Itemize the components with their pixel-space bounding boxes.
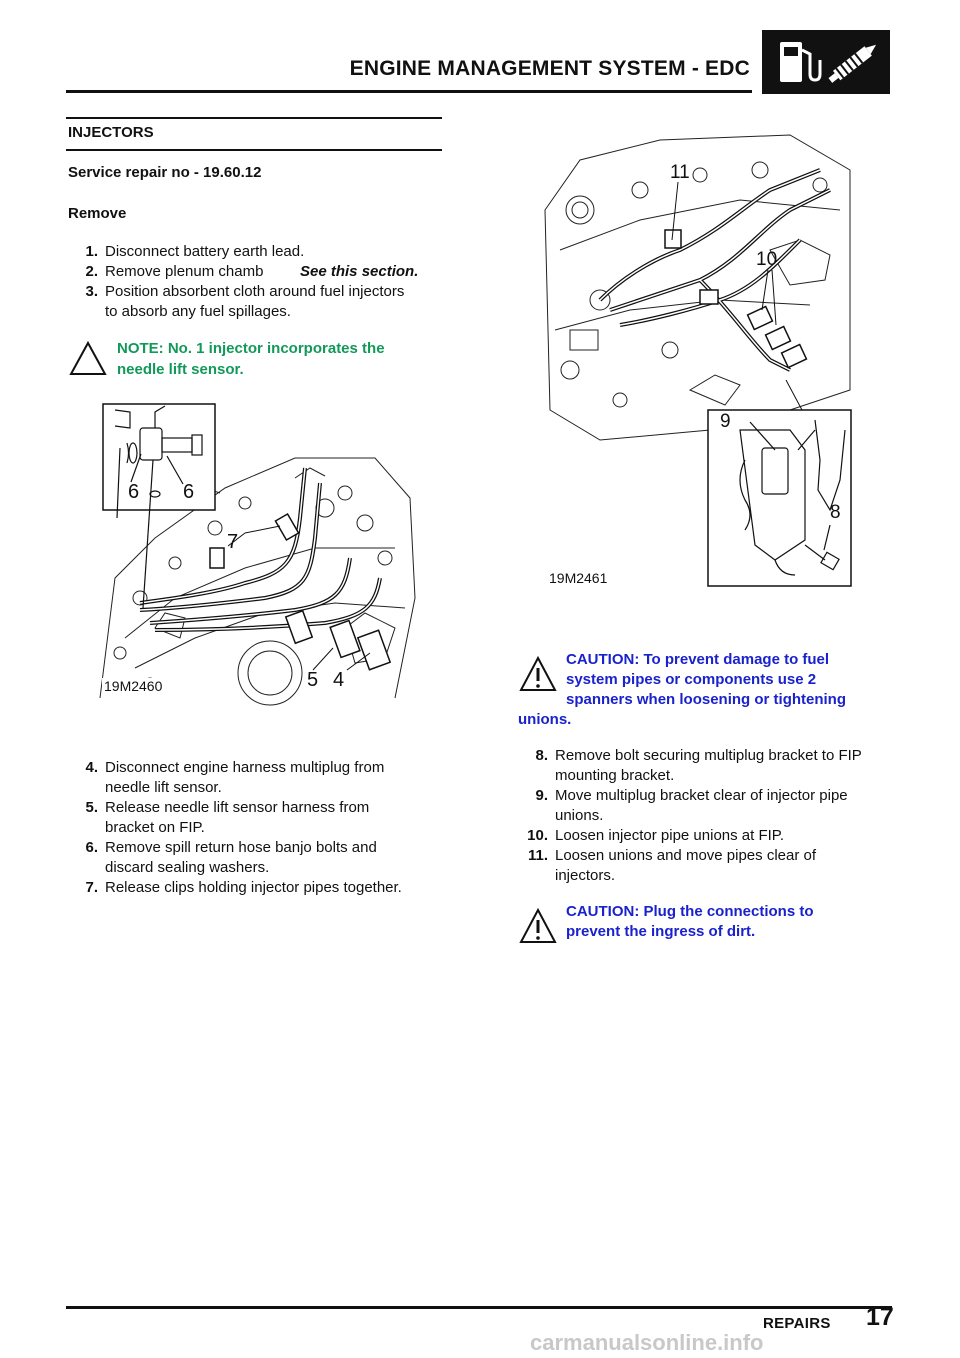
section-title: INJECTORS [68,124,154,141]
fuel-pump-injector-icon [762,30,890,94]
caution-text: CAUTION: To prevent damage to fuel system pipes or components use 2 spanners when loosening or tightening [566,651,847,708]
caution-icon [518,654,558,694]
caution-text-wrap: unions. [518,711,572,728]
figure-callout: 9 [720,411,731,432]
footer-section-name: REPAIRS [763,1315,831,1332]
header-rule [66,90,752,93]
section-top-rule [66,117,442,119]
caution-text: CAUTION: Plug the connections to prevent the ingress of dirt. [566,903,814,940]
note-warning-icon [68,338,108,378]
figure-callout: 5 [307,669,319,691]
figure-callout: 6 [128,481,140,503]
figure-id: 19M2461 [549,570,608,586]
cross-reference-link[interactable]: See this section. [300,263,419,280]
footer-rule [66,1306,892,1309]
note-text: NOTE: No. 1 injector incorporates the needle lift sensor. [117,340,385,378]
figure-callout: 6 [183,481,195,503]
service-repair-number: Service repair no - 19.60.12 [68,164,262,181]
page-number: 17 [866,1303,894,1331]
engine-illustration-19m2460 [95,398,425,708]
section-bottom-rule [66,149,442,151]
figure-callout: 11 [670,162,690,183]
figure-callout: 8 [830,502,841,523]
remove-heading: Remove [68,205,127,222]
page-header-title: ENGINE MANAGEMENT SYSTEM - EDC [349,57,750,80]
engine-illustration-19m2461 [540,130,855,590]
figure-callout: 4 [333,669,345,691]
caution-icon [518,906,558,946]
figure-callout: 10 [756,249,778,270]
watermark: carmanualsonline.info [530,1330,764,1355]
figure-callout: 7 [227,531,239,553]
figure-id: 19M2460 [104,678,163,694]
